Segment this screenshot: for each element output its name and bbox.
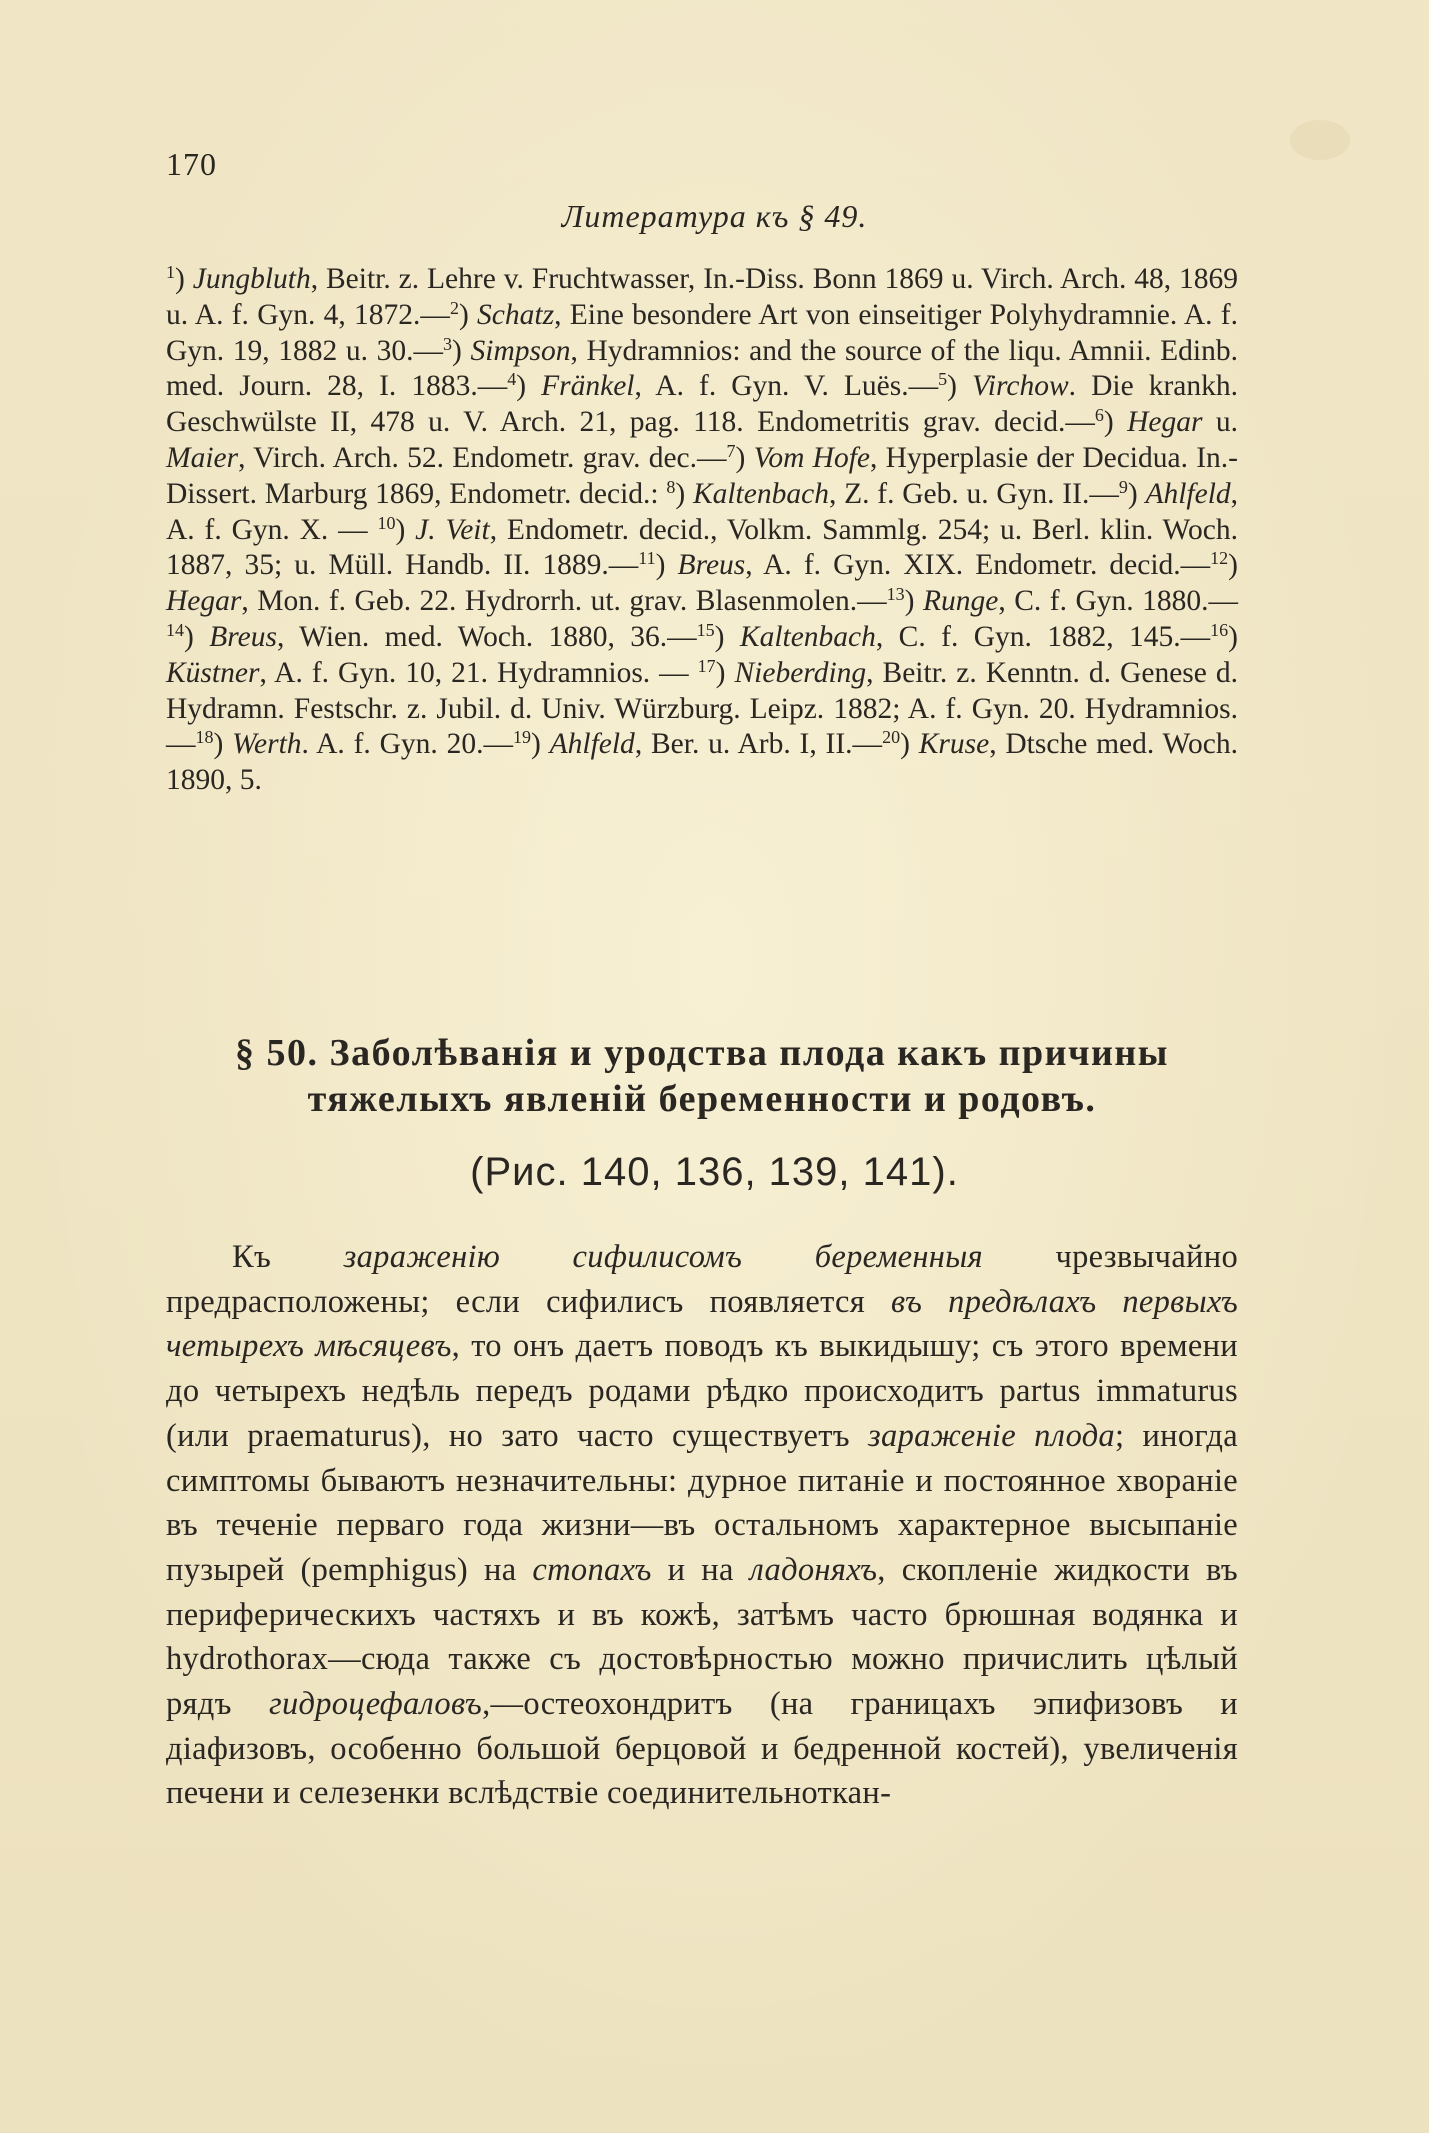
reference-author: J. Veit [415, 513, 490, 546]
reference-entry: $^{19}$) Ahlfeld, Ber. u. Arb. I, II.— [512, 727, 883, 761]
reference-entry: $^3$) Simpson, Hydramnios: and the source of the liqu. Amnii. Edinb. med. Journ. 28, I. 1883.— [166, 333, 1238, 403]
reference-text: , A. f. Gyn. XIX. Endometr. decid.— [745, 549, 1211, 582]
reference-text: , C. f. Gyn. 1880.— [998, 585, 1239, 618]
reference-entry: $^{12}$) Hegar, Mon. f. Geb. 22. Hydrorrh. ut. grav. Blasenmolen.— [166, 548, 1238, 618]
body-text-run: Къ [232, 1239, 344, 1275]
reference-text: , Hyperplasie der Decidua. In.-Dissert. Marburg 1869, Endometr. decid.: [166, 441, 1238, 510]
reference-text: , Beitr. z. Lehre v. Fruchtwasser, In.-Diss. Bonn 1869 u. Virch. Arch. 48, 1869 u. A. f. Gyn. 4, 1872.— [166, 263, 1239, 331]
reference-number: 15 [696, 620, 715, 641]
section-title-line-1: § 50. Заболѣванія и уродства плода какъ причины [235, 1032, 1169, 1074]
reference-number: 1 [166, 262, 175, 283]
reference-author: Hegar [1127, 406, 1203, 439]
emphasized-text: ладоняхъ [749, 1551, 878, 1588]
reference-entry: $^{15}$) Kaltenbach, C. f. Gyn. 1882, 145.— [696, 620, 1211, 653]
reference-text: , Eine besondere Art von einseitiger Polyhydramnie. A. f. Gyn. 19, 1882 u. 30.— [166, 298, 1238, 367]
reference-entry: $^8$) Kaltenbach, Z. f. Geb. u. Gyn. II.— [666, 476, 1119, 510]
literature-heading: Литература къ § 49. [561, 198, 868, 234]
reference-number: 7 [726, 441, 736, 462]
reference-entry: $^2$) Schatz, Eine besondere Art von einseitiger Polyhydramnie. A. f. Gyn. 19, 1882 u. 30.— [166, 297, 1238, 367]
reference-author: Schatz [477, 298, 555, 331]
reference-author: Werth [232, 728, 302, 761]
reference-entry: $^{16}$) Küstner, A. f. Gyn. 10, 21. Hydramnios. — [166, 620, 1238, 689]
body-text-run: ; иногда симптомы бываютъ незначительны: дурное питаніе и постоянное хвораніе въ теченіе перваго года жизни—въ остальномъ характерное высыпаніе пузырей (pemphigus) на [166, 1417, 1238, 1588]
reference-author: Nieberding [734, 656, 867, 689]
reference-author: Vom Hofe [753, 441, 871, 474]
reference-number: 11 [638, 548, 656, 569]
body-text-run: и на [651, 1551, 750, 1588]
reference-number: 12 [1210, 548, 1229, 569]
reference-author: Breus [209, 620, 277, 653]
emphasized-text: зараженіе плода [868, 1417, 1115, 1454]
reference-author: Jungbluth [192, 263, 311, 295]
references-block [166, 262, 1238, 799]
reference-author: Ahlfeld [1145, 477, 1231, 510]
body-text-run: ,—остеохондритъ (на границахъ эпифизовъ и діафизовъ, особенно большой берцовой и бедренной костей), увеличенія печени и селезенки вслѣдствіе соединительноткан- [166, 1686, 1238, 1812]
reference-author: Hegar [166, 585, 242, 618]
reference-number: 3 [443, 333, 453, 354]
reference-number: 6 [1094, 405, 1104, 426]
reference-author: Ahlfeld [549, 728, 635, 761]
reference-text: , Dtsche med. Woch. 1890, 5. [166, 728, 1238, 797]
reference-entry: $^4$) Fränkel, A. f. Gyn. V. Luës.— [507, 369, 939, 403]
paper-stain [1290, 120, 1350, 160]
reference-author: Kaltenbach [739, 620, 876, 653]
reference-author: Maier [166, 441, 239, 474]
reference-entry: $^1$) Jungbluth, Beitr. z. Lehre v. Fruchtwasser, In.-Diss. Bonn 1869 u. Virch. Arch. 48, 1869 u. A. f. Gyn. 4, 1872.— [166, 262, 1239, 331]
reference-author: Virchow [971, 370, 1069, 403]
reference-entry: $^{17}$) Nieberding, Beitr. z. Kenntn. d. Genese d. Hydramn. Festschr. z. Jubil. d. Univ. Würzburg. Leipz. 1882; A. f. Gyn. 20. Hydramnios.— [166, 655, 1238, 761]
reference-text: , C. f. Gyn. 1882, 145.— [875, 620, 1211, 653]
reference-text: , Wien. med. Woch. 1880, 36.— [276, 620, 697, 653]
reference-number: 16 [1210, 620, 1229, 641]
reference-number: 9 [1118, 476, 1128, 497]
reference-text: , Beitr. z. Kenntn. d. Genese d. Hydramn. Festschr. z. Jubil. d. Univ. Würzburg. Leipz. 1882; A. f. Gyn. 20. Hydramnios.— [166, 656, 1238, 761]
section-title [166, 1030, 1238, 1122]
reference-text: , A. f. Gyn. X. — [166, 477, 1239, 546]
reference-entry: $^9$) Ahlfeld, A. f. Gyn. X. — [166, 476, 1239, 546]
emphasized-text: стопахъ [532, 1551, 652, 1588]
reference-number: 5 [938, 369, 948, 390]
reference-number: 8 [666, 476, 676, 497]
reference-text: . A. f. Gyn. 20.— [301, 728, 513, 761]
emphasized-text: зараженію сифилисомъ беременныя [343, 1239, 983, 1275]
reference-entry: $^7$) Vom Hofe, Hyperplasie der Decidua. In.-Dissert. Marburg 1869, Endometr. decid.: [166, 441, 1238, 510]
reference-number: 17 [697, 655, 716, 676]
body-paragraph [166, 1235, 1238, 1816]
reference-number: 18 [195, 727, 214, 748]
reference-text: , A. f. Gyn. 10, 21. Hydramnios. — [259, 656, 698, 689]
reference-entry [166, 442, 727, 474]
reference-author: Küstner [166, 656, 260, 689]
reference-number: 19 [512, 727, 531, 748]
reference-text: , A. f. Gyn. V. Luës.— [634, 370, 939, 403]
emphasized-text: въ предѣлахъ первыхъ четырехъ мѣсяцевъ [166, 1283, 1238, 1365]
reference-entry: $^{20}$) Kruse, Dtsche med. Woch. 1890, 5. [166, 727, 1238, 797]
reference-entry: $^{14}$) Breus, Wien. med. Woch. 1880, 36.— [166, 620, 697, 653]
reference-entry: $^{13}$) Runge, C. f. Gyn. 1880.— [886, 584, 1239, 618]
reference-number: 14 [166, 620, 184, 641]
reference-number: 2 [449, 297, 459, 318]
body-text-run: , то онъ даетъ поводъ къ выкидышу; съ этого времени до четырехъ недѣль передъ родами рѣдко происходитъ partus immaturus (или praematurus), но зато часто существуетъ [166, 1328, 1238, 1454]
reference-author: Simpson [470, 334, 571, 367]
body-text-run: , скопленіе жидкости въ периферическихъ частяхъ и въ кожѣ, затѣмъ часто брюшная водянка и hydrothorax—сюда также съ достовѣрностью можно причислить цѣлый рядъ [166, 1551, 1238, 1723]
emphasized-text: гидроцефаловъ [268, 1686, 483, 1723]
reference-text: u. [1202, 406, 1239, 439]
reference-text: , Ber. u. Arb. I, II.— [634, 728, 883, 761]
section-title-line-2: тяжелыхъ явленій беременности и родовъ. [307, 1078, 1097, 1120]
reference-entry: $^5$) Virchow. Die krankh. Geschwülste II, 478 u. V. Arch. 21, pag. 118. Endometritis grav. decid.— [166, 369, 1239, 439]
reference-text: . Die krankh. Geschwülste II, 478 u. V. Arch. 21, pag. 118. Endometritis grav. decid.— [166, 370, 1239, 439]
reference-entry: $^{11}$) Breus, A. f. Gyn. XIX. Endometr. decid.— [638, 548, 1211, 582]
reference-author: Fränkel [541, 370, 635, 403]
body-text-run: чрезвычайно предрасположены; если сифилисъ появляется [166, 1239, 1238, 1320]
reference-entry: $^{10}$) J. Veit, Endometr. decid., Volkm. Sammlg. 254; u. Berl. klin. Woch. 1887, 35; u. Müll. Handb. II. 1889.— [166, 512, 1238, 582]
reference-number: 13 [886, 584, 905, 605]
reference-text: , Virch. Arch. 52. Endometr. grav. dec.— [238, 441, 727, 474]
reference-text: , Hydramnios: and the source of the liqu. Amnii. Edinb. med. Journ. 28, I. 1883.— [166, 334, 1238, 403]
reference-author: Kruse [918, 728, 990, 761]
reference-author: Runge [922, 585, 999, 618]
reference-text: , Z. f. Geb. u. Gyn. II.— [828, 477, 1119, 510]
reference-number: 20 [882, 727, 901, 748]
reference-entry: $^6$) Hegar u. [1094, 405, 1239, 439]
reference-text: , Mon. f. Geb. 22. Hydrorrh. ut. grav. Blasenmolen.— [241, 585, 887, 618]
figure-references: (Рис. 140, 136, 139, 141). [470, 1150, 959, 1194]
reference-author: Breus [677, 549, 746, 582]
reference-number: 4 [507, 369, 517, 390]
reference-author: Kaltenbach [692, 477, 829, 510]
reference-number: 10 [377, 512, 396, 533]
page-number: 170 [166, 146, 217, 182]
reference-entry: $^{18}$) Werth. A. f. Gyn. 20.— [195, 727, 513, 761]
reference-text: , Endometr. decid., Volkm. Sammlg. 254; u. Berl. klin. Woch. 1887, 35; u. Müll. Handb. II. 1889.— [166, 513, 1238, 582]
